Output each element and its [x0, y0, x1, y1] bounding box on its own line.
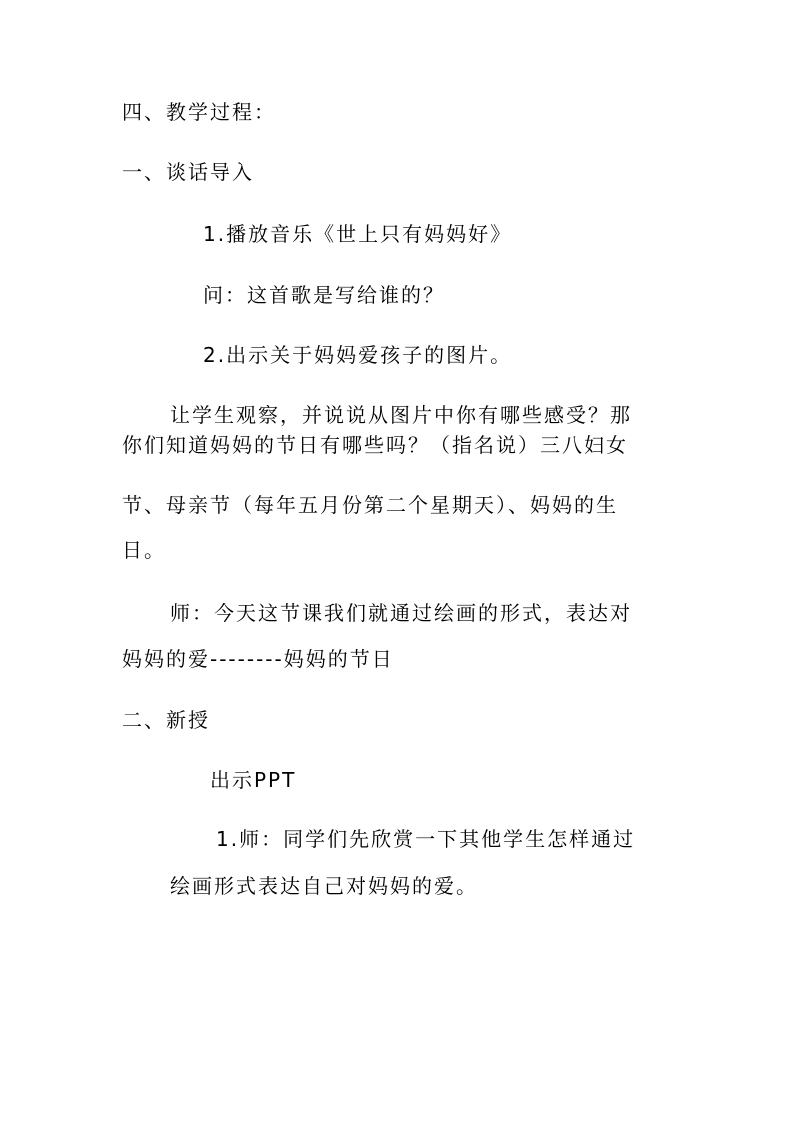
- paragraph-appreciate-line-2: 绘画形式表达自己对妈妈的爱。: [170, 874, 478, 898]
- paragraph-observe-line-4: 日。: [122, 538, 166, 562]
- paragraph-appreciate-line-1: 1.师：同学们先欣赏一下其他学生怎样通过: [216, 827, 636, 851]
- section-heading-teaching-process: 四、教学过程：: [122, 100, 276, 124]
- subsection-heading-intro: 一、谈话导入: [122, 160, 254, 184]
- show-ppt-line: 出示PPT: [210, 768, 297, 792]
- list-item-play-music: 1.播放音乐《世上只有妈妈好》: [203, 222, 513, 246]
- paragraph-observe-line-3: 节、母亲节（每年五月份第二个星期天）、妈妈的生: [122, 493, 618, 517]
- question-line: 问：这首歌是写给谁的？: [203, 283, 445, 307]
- paragraph-teacher-line-2: 妈妈的爱--------妈妈的节日: [122, 647, 394, 671]
- paragraph-observe-line-2: 你们知道妈妈的节日有哪些吗？（指名说）三八妇女: [122, 433, 628, 457]
- paragraph-teacher-line-1: 师：今天这节课我们就通过绘画的形式，表达对: [170, 601, 632, 625]
- paragraph-observe-line-1: 让学生观察，并说说从图片中你有哪些感受？那: [170, 403, 632, 427]
- list-item-show-pictures: 2.出示关于妈妈爱孩子的图片。: [203, 343, 513, 367]
- subsection-heading-new-lesson: 二、新授: [122, 708, 210, 732]
